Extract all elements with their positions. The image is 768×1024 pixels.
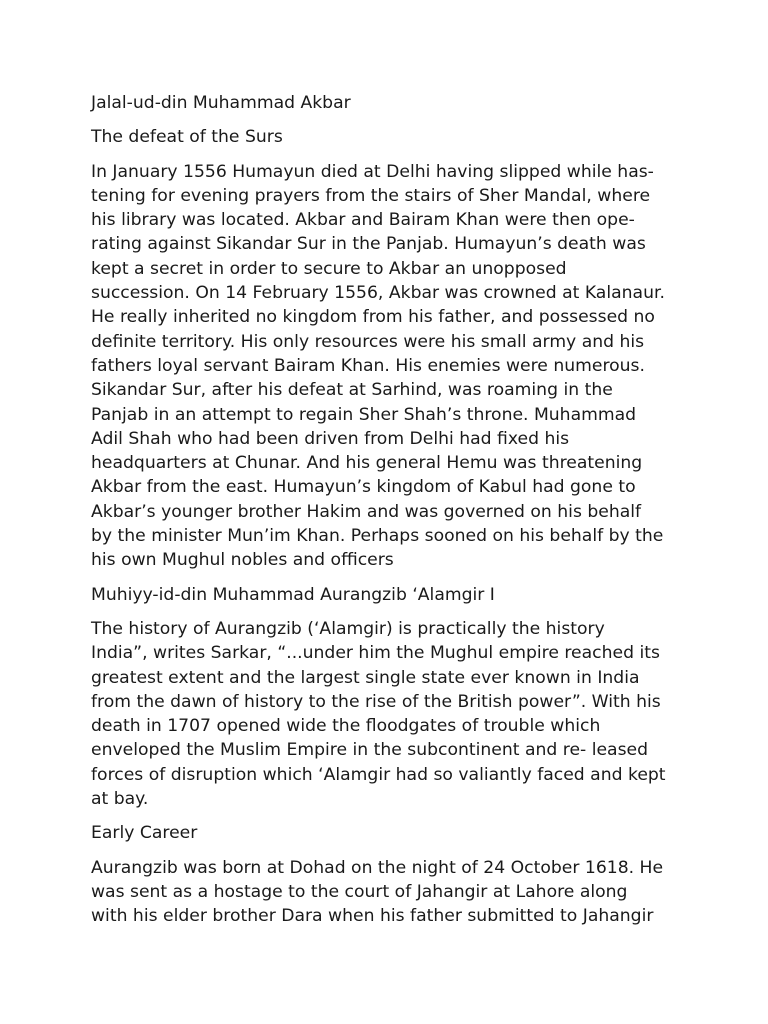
text-line: headquarters at Chunar. And his general Hemu was threatening	[91, 453, 643, 474]
text-line: In January 1556 Humayun died at Delhi having slipped while has-	[91, 161, 654, 182]
text-line: forces of disruption which ‘Alamgir had so valiantly faced and kept	[91, 764, 666, 785]
text-line: Panjab in an attempt to regain Sher Shah’s throne. Muhammad	[91, 404, 637, 425]
text-line: greatest extent and the largest single state ever known in India	[91, 667, 640, 688]
text-line: by the minister Mun’im Khan. Perhaps sooned on his behalf by the	[91, 526, 664, 547]
paragraph-aurangzib-history	[91, 617, 691, 811]
text-line: with his elder brother Dara when his father submitted to Jahangir	[91, 906, 654, 927]
text-line: Muhiyy-id-din Muhammad Aurangzib ‘Alamgir I	[91, 584, 495, 605]
text-line: He really inherited no kingdom from his father, and possessed no	[91, 307, 655, 328]
text-line: death in 1707 opened wide the floodgates of trouble which	[91, 716, 601, 737]
text-line: rating against Sikandar Sur in the Panjab. Humayun’s death was	[91, 234, 646, 255]
text-line: Sikandar Sur, after his defeat at Sarhind, was roaming in the	[91, 380, 613, 401]
text-line: succession. On 14 February 1556, Akbar was crowned at Kalanaur.	[91, 283, 665, 304]
text-line: Jalal-ud-din Muhammad Akbar	[91, 93, 351, 113]
text-line: his library was located. Akbar and Bairam Khan were then ope-	[91, 210, 635, 231]
text-line: Akbar’s younger brother Hakim and was governed on his behalf	[91, 501, 642, 522]
text-line: kept a secret in order to secure to Akbar an unopposed	[91, 258, 567, 279]
text-line: definite territory. His only resources were his small army and his	[91, 331, 645, 352]
heading-akbar	[91, 91, 691, 115]
text-line: Adil Shah who had been driven from Delhi had fixed his	[91, 428, 570, 449]
text-line: tening for evening prayers from the stairs of Sher Mandal, where	[91, 185, 651, 206]
text-line: his own Mughul nobles and officers	[91, 550, 394, 571]
text-line: was sent as a hostage to the court of Jahangir at Lahore along	[91, 881, 628, 902]
paragraph-akbar-succession	[91, 160, 691, 573]
text-line: Akbar from the east. Humayun’s kingdom of Kabul had gone to	[91, 477, 636, 498]
text-line: The defeat of the Surs	[91, 127, 283, 148]
text-line: Aurangzib was born at Dohad on the night of 24 October 1618. He	[91, 857, 664, 878]
text-line: India”, writes Sarkar, “...under him the Mughul empire reached its	[91, 643, 660, 664]
text-line: from the dawn of history to the rise of the British power”. With his	[91, 691, 661, 712]
text-line: fathers loyal servant Bairam Khan. His enemies were numerous.	[91, 355, 645, 376]
subheading-defeat-of-surs	[91, 125, 691, 149]
document-page	[91, 91, 691, 939]
heading-early-career	[91, 821, 691, 845]
heading-aurangzib	[91, 583, 691, 607]
text-line: at bay.	[91, 789, 149, 810]
text-line: enveloped the Muslim Empire in the subcontinent and re- leased	[91, 740, 649, 761]
text-line: The history of Aurangzib (‘Alamgir) is practically the history	[91, 618, 605, 639]
text-line: Early Career	[91, 823, 198, 844]
paragraph-early-career	[91, 856, 691, 929]
